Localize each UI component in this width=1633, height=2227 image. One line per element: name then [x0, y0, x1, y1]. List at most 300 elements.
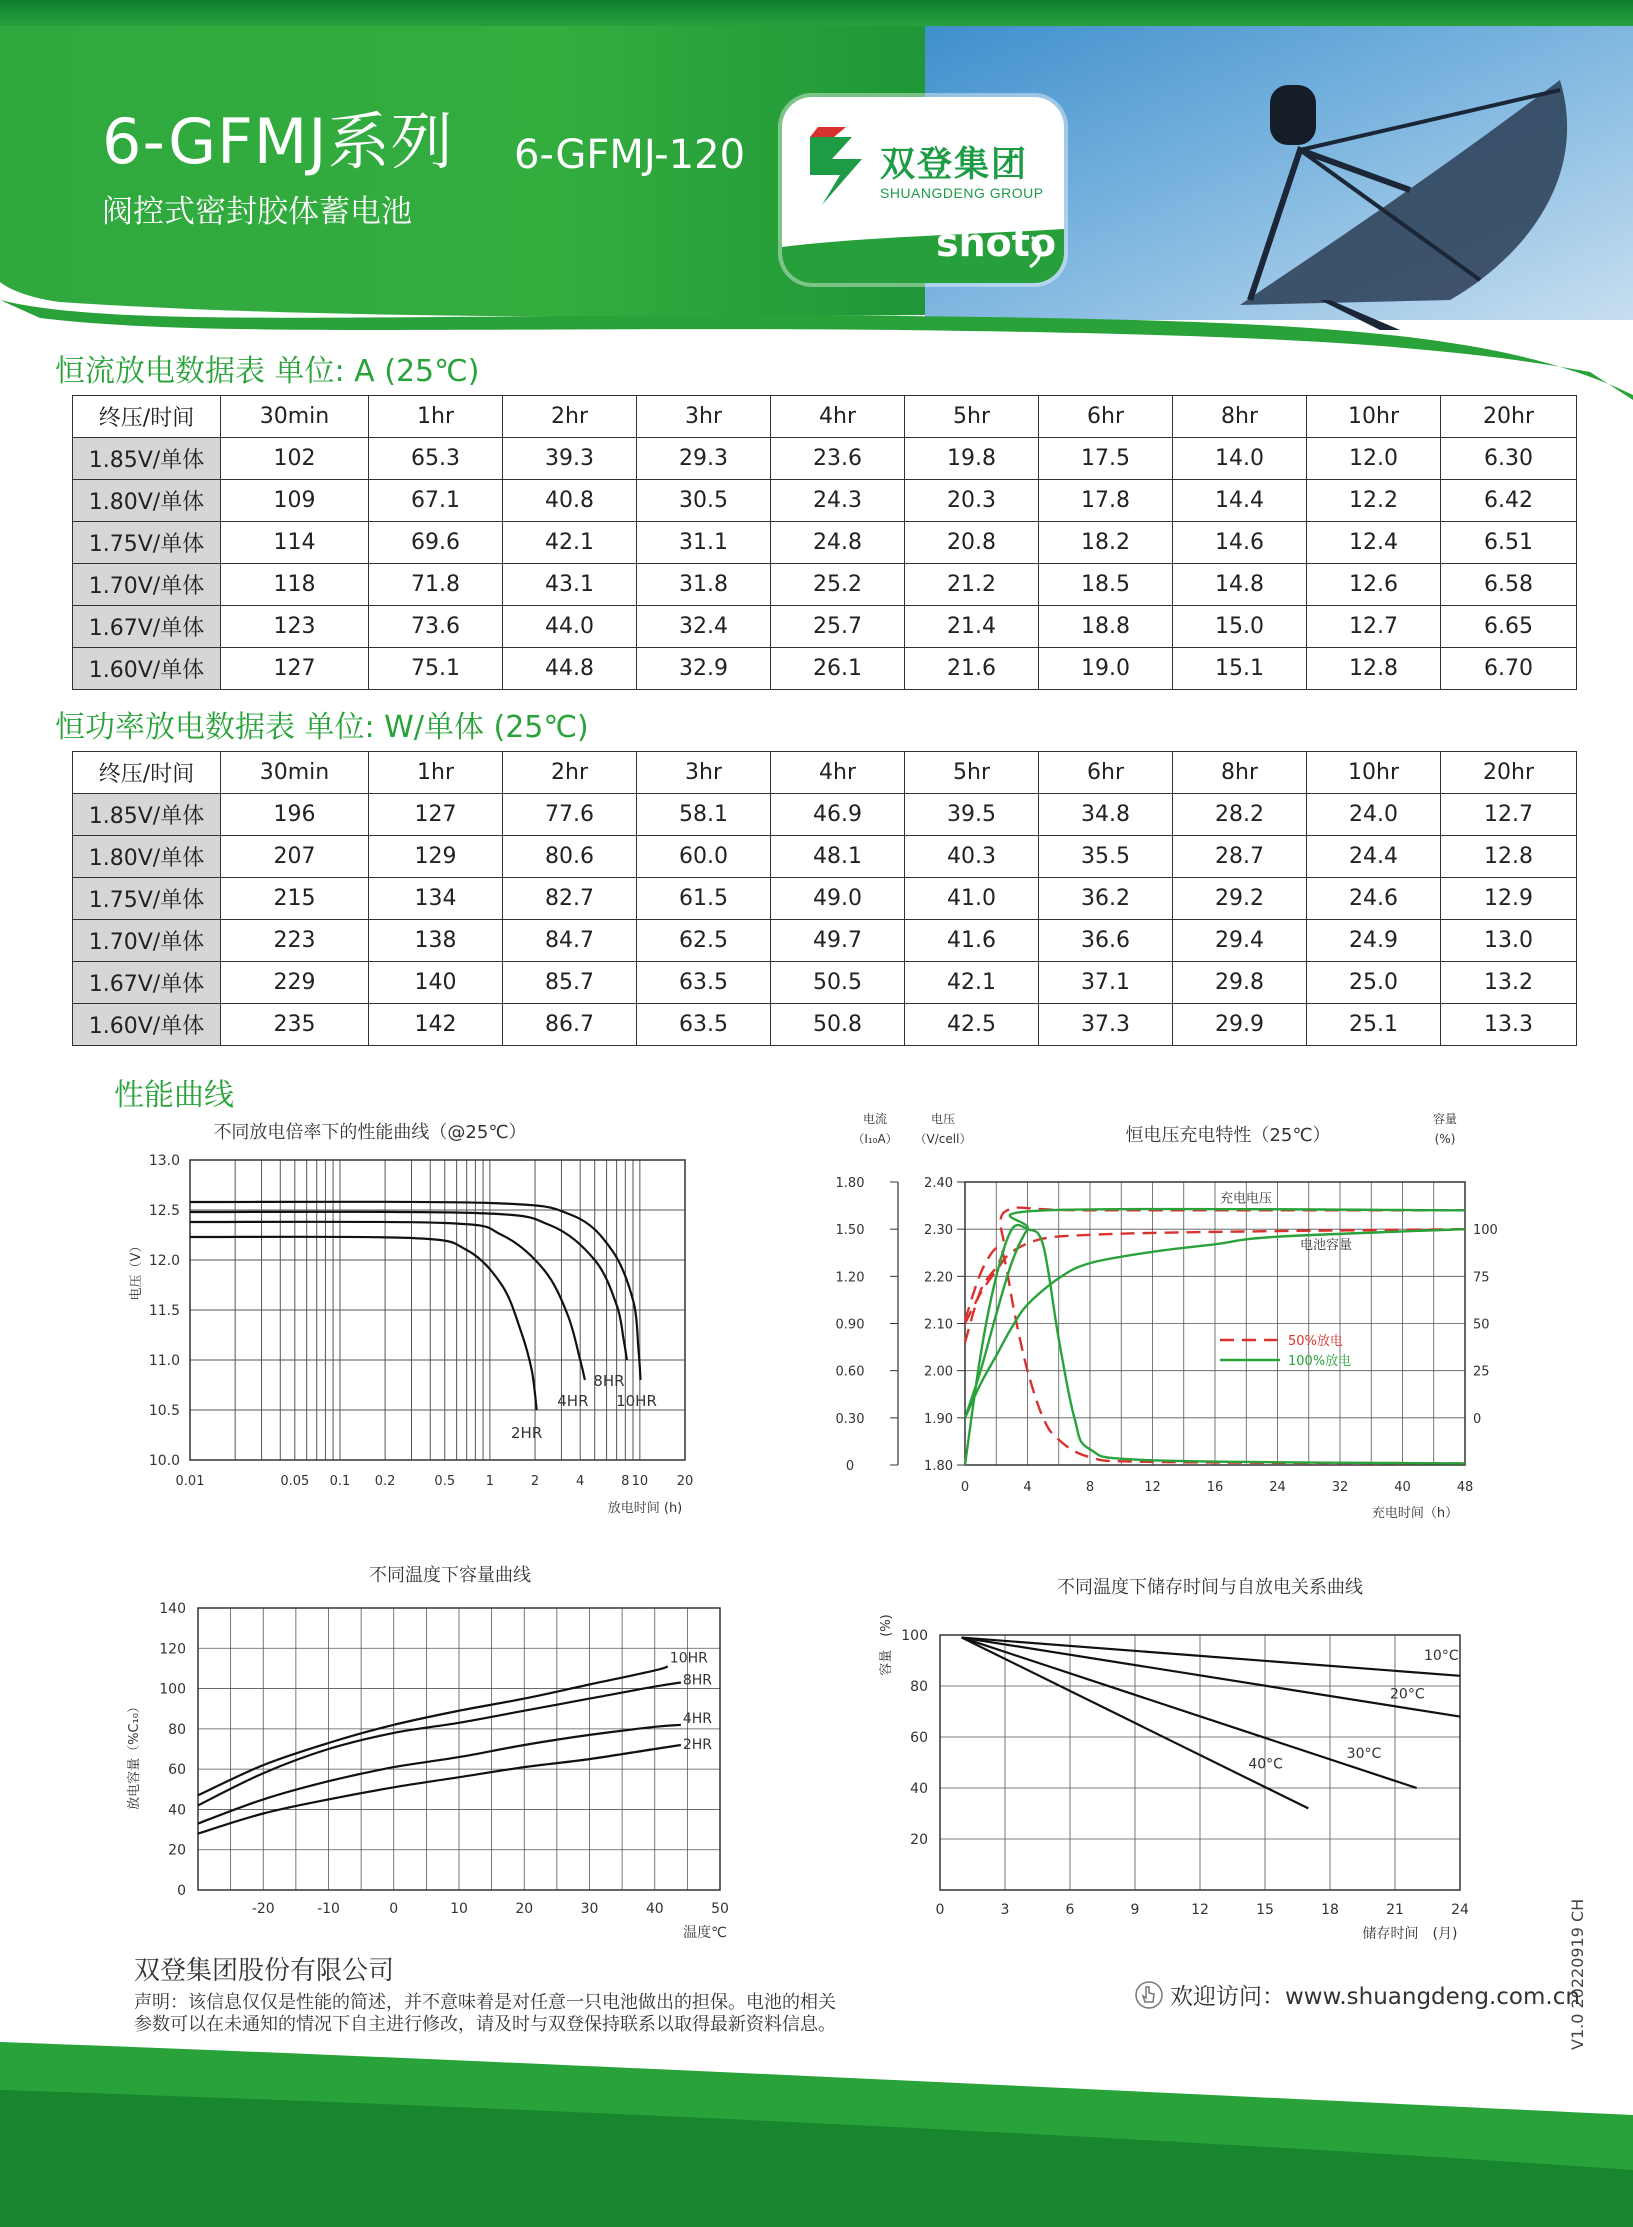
- table-cell: 215: [221, 878, 369, 920]
- table-cell: 25.0: [1307, 962, 1441, 1004]
- current-header-row: [73, 396, 1577, 438]
- table-cell: 6.42: [1441, 480, 1577, 522]
- x-tick-label: 48: [1456, 1480, 1474, 1495]
- table-cell: 58.1: [637, 794, 771, 836]
- series-label: 2HR: [682, 1736, 713, 1753]
- current-col-header: 4hr: [771, 396, 905, 438]
- chart-title: 不同温度下储存时间与自放电关系曲线: [1057, 1577, 1363, 1598]
- voltage-tick-label: 2.40: [924, 1176, 953, 1191]
- voltage-tick-label: 1.80: [924, 1459, 953, 1474]
- table-row: [73, 522, 1577, 564]
- disclaimer-line-2: 参数可以在未通知的情况下自主进行修改，请及时与双登保持联系以取得最新资料信息。: [134, 2014, 836, 2035]
- y-tick-label: 11.0: [148, 1353, 180, 1369]
- series-label: 10HR: [669, 1650, 708, 1667]
- table-cell: 86.7: [503, 1004, 637, 1046]
- table-row: [73, 606, 1577, 648]
- current-col-header: 3hr: [637, 396, 771, 438]
- disclaimer-line-1: 声明：该信息仅仅是性能的简述，并不意味着是对任意一只电池做出的担保。电池的相关: [134, 1992, 836, 2013]
- x-tick-label: 32: [1331, 1480, 1349, 1495]
- table-cell: 49.0: [771, 878, 905, 920]
- table-cell: 25.7: [771, 606, 905, 648]
- x-tick-label: 10: [450, 1901, 468, 1917]
- y-tick-label: 13.0: [148, 1153, 180, 1169]
- table-cell: 127: [369, 794, 503, 836]
- x-axis-label: 充电时间（h）: [1371, 1506, 1459, 1521]
- curves-section-title: 性能曲线: [114, 1078, 234, 1113]
- table-cell: 129: [369, 836, 503, 878]
- series-label: 4HR: [682, 1710, 713, 1727]
- table-cell: 18.5: [1039, 564, 1173, 606]
- table-cell: 12.8: [1441, 836, 1577, 878]
- table-cell: 28.7: [1173, 836, 1307, 878]
- table-cell: 24.3: [771, 480, 905, 522]
- y-tick-label: 12.0: [148, 1253, 180, 1269]
- table-cell: 63.5: [637, 962, 771, 1004]
- table-cell: 229: [221, 962, 369, 1004]
- y-tick-label: 20: [168, 1842, 186, 1859]
- table-cell: 12.4: [1307, 522, 1441, 564]
- series-label: 4HR: [557, 1392, 589, 1410]
- table-cell: 18.8: [1039, 606, 1173, 648]
- table-cell: 31.1: [637, 522, 771, 564]
- logo-name-cn: 双登集团: [880, 145, 1029, 185]
- row-header-cell: 1.85V/单体: [73, 438, 221, 480]
- series-label: 10°C: [1424, 1647, 1459, 1664]
- row-header-cell: 1.75V/单体: [73, 522, 221, 564]
- x-tick-label: 3: [1000, 1902, 1010, 1918]
- table-cell: 140: [369, 962, 503, 1004]
- x-tick-label: 4: [1023, 1480, 1032, 1495]
- series-label: 10HR: [616, 1392, 657, 1410]
- x-tick-label: 1: [485, 1474, 495, 1489]
- table-cell: 26.1: [771, 648, 905, 690]
- y-tick-label: 120: [159, 1641, 186, 1658]
- temperature-capacity-chart: [100, 1555, 740, 1955]
- table-cell: 35.5: [1039, 836, 1173, 878]
- table-cell: 118: [221, 564, 369, 606]
- logo-brand: shoto: [936, 221, 1057, 265]
- power-col-header: 20hr: [1441, 752, 1577, 794]
- row-header-cell: 1.80V/单体: [73, 480, 221, 522]
- chart-title: 不同放电倍率下的性能曲线（@25℃）: [213, 1122, 527, 1143]
- current-col-header: 30min: [221, 396, 369, 438]
- x-axis-label: 储存时间 (月): [1362, 1926, 1458, 1942]
- row-header-cell: 1.67V/单体: [73, 606, 221, 648]
- version-label: V1.0 20220919 CH: [1568, 1898, 1587, 2050]
- table-cell: 29.9: [1173, 1004, 1307, 1046]
- table-cell: 6.70: [1441, 648, 1577, 690]
- y-tick-label: 10.0: [148, 1453, 180, 1469]
- table-cell: 44.8: [503, 648, 637, 690]
- x-tick-label: 0: [935, 1902, 945, 1918]
- row-header-cell: 1.60V/单体: [73, 648, 221, 690]
- table-cell: 127: [221, 648, 369, 690]
- table-cell: 34.8: [1039, 794, 1173, 836]
- series-label: 2HR: [511, 1424, 543, 1442]
- table-cell: 17.8: [1039, 480, 1173, 522]
- table-cell: 73.6: [369, 606, 503, 648]
- x-tick-label: 50: [711, 1901, 729, 1917]
- y-tick-label: 20: [910, 1832, 928, 1848]
- table-cell: 20.3: [905, 480, 1039, 522]
- x-tick-label: 24: [1451, 1902, 1469, 1918]
- capacity-tick-label: 50: [1473, 1317, 1490, 1333]
- x-tick-label: -20: [251, 1901, 275, 1917]
- series-line: [190, 1222, 585, 1380]
- table-cell: 36.2: [1039, 878, 1173, 920]
- x-tick-label: 15: [1256, 1902, 1274, 1918]
- x-tick-label: 16: [1206, 1480, 1224, 1495]
- table-cell: 80.6: [503, 836, 637, 878]
- table-cell: 65.3: [369, 438, 503, 480]
- table-cell: 29.2: [1173, 878, 1307, 920]
- legend-label: 100%放电: [1288, 1354, 1352, 1369]
- x-axis-label: 温度℃: [683, 1925, 727, 1941]
- brand-logo: [782, 97, 1064, 283]
- table-cell: 21.6: [905, 648, 1039, 690]
- current-tick-label: 0.30: [835, 1411, 865, 1427]
- table-cell: 114: [221, 522, 369, 564]
- x-tick-label: 0.2: [374, 1474, 396, 1489]
- power-col-header: 2hr: [503, 752, 637, 794]
- table-cell: 29.4: [1173, 920, 1307, 962]
- series-line: [962, 1638, 1460, 1676]
- table-cell: 41.0: [905, 878, 1039, 920]
- legend-label: 50%放电: [1288, 1334, 1343, 1349]
- x-tick-label: 6: [1065, 1902, 1075, 1918]
- table-cell: 42.1: [503, 522, 637, 564]
- table-cell: 48.1: [771, 836, 905, 878]
- table-cell: 62.5: [637, 920, 771, 962]
- table-cell: 36.6: [1039, 920, 1173, 962]
- series-line: [962, 1638, 1460, 1717]
- x-tick-label: 24: [1269, 1480, 1286, 1495]
- voltage-axis-unit: （V/cell）: [914, 1132, 972, 1146]
- table-cell: 75.1: [369, 648, 503, 690]
- y-tick-label: 80: [168, 1721, 186, 1738]
- table-cell: 50.5: [771, 962, 905, 1004]
- row-header-cell: 1.60V/单体: [73, 1004, 221, 1046]
- table-cell: 24.4: [1307, 836, 1441, 878]
- table-cell: 40.8: [503, 480, 637, 522]
- row-header-cell: 1.80V/单体: [73, 836, 221, 878]
- y-tick-label: 60: [910, 1730, 928, 1746]
- table-cell: 61.5: [637, 878, 771, 920]
- y-tick-label: 11.5: [148, 1303, 180, 1319]
- x-tick-label: 18: [1321, 1902, 1339, 1918]
- current-col-header: 8hr: [1173, 396, 1307, 438]
- series-line: [198, 1745, 681, 1834]
- table-cell: 13.3: [1441, 1004, 1577, 1046]
- series-label: 8HR: [682, 1672, 713, 1689]
- y-tick-label: 100: [901, 1628, 928, 1644]
- table-row: [73, 564, 1577, 606]
- table-cell: 12.2: [1307, 480, 1441, 522]
- table-row: [73, 794, 1577, 836]
- table-cell: 28.2: [1173, 794, 1307, 836]
- table-row: [73, 836, 1577, 878]
- current-tick-label: 0.90: [835, 1317, 865, 1333]
- series-label: 8HR: [593, 1372, 625, 1390]
- current-col-header: 终压/时间: [73, 396, 221, 438]
- power-col-header: 5hr: [905, 752, 1039, 794]
- table-cell: 142: [369, 1004, 503, 1046]
- capacity-tick-label: 0: [1473, 1411, 1482, 1427]
- x-tick-label: 30: [580, 1901, 599, 1917]
- table-cell: 49.7: [771, 920, 905, 962]
- x-tick-label: 2: [530, 1474, 540, 1489]
- table-cell: 14.8: [1173, 564, 1307, 606]
- table-cell: 71.8: [369, 564, 503, 606]
- table-cell: 44.0: [503, 606, 637, 648]
- table-cell: 13.2: [1441, 962, 1577, 1004]
- power-col-header: 1hr: [369, 752, 503, 794]
- y-tick-label: 10.5: [148, 1403, 180, 1419]
- table-cell: 42.5: [905, 1004, 1039, 1046]
- table-cell: 17.5: [1039, 438, 1173, 480]
- table-row: [73, 962, 1577, 1004]
- x-tick-label: 21: [1386, 1902, 1404, 1918]
- table-cell: 24.6: [1307, 878, 1441, 920]
- table-cell: 14.0: [1173, 438, 1307, 480]
- table-row: [73, 480, 1577, 522]
- table-row: [73, 920, 1577, 962]
- current-table-title: 恒流放电数据表 单位: A (25℃): [55, 354, 480, 389]
- x-tick-label: 0.5: [434, 1474, 456, 1489]
- table-cell: 41.6: [905, 920, 1039, 962]
- y-tick-label: 12.5: [148, 1203, 180, 1219]
- x-tick-label: 20: [515, 1901, 534, 1917]
- table-cell: 196: [221, 794, 369, 836]
- series-label: 40°C: [1248, 1756, 1283, 1773]
- table-cell: 138: [369, 920, 503, 962]
- power-header-row: [73, 752, 1577, 794]
- table-cell: 12.6: [1307, 564, 1441, 606]
- current-col-header: 5hr: [905, 396, 1039, 438]
- y-axis-label: 放电容量（%C₁₀）: [127, 1700, 142, 1810]
- x-tick-label: 9: [1130, 1902, 1140, 1918]
- capacity-axis-label: 容量: [1432, 1112, 1458, 1126]
- table-cell: 85.7: [503, 962, 637, 1004]
- footer-band: [0, 2030, 1633, 2227]
- series-line: [190, 1237, 537, 1410]
- x-tick-label: 0: [389, 1901, 399, 1917]
- power-table-title: 恒功率放电数据表 单位: W/单体 (25℃): [55, 710, 589, 745]
- table-cell: 6.51: [1441, 522, 1577, 564]
- table-cell: 39.5: [905, 794, 1039, 836]
- table-cell: 46.9: [771, 794, 905, 836]
- table-cell: 12.9: [1441, 878, 1577, 920]
- series-line: [962, 1638, 1417, 1788]
- power-col-header: 4hr: [771, 752, 905, 794]
- current-tick-label: 1.20: [835, 1270, 865, 1286]
- current-col-header: 10hr: [1307, 396, 1441, 438]
- table-cell: 19.0: [1039, 648, 1173, 690]
- table-cell: 123: [221, 606, 369, 648]
- table-cell: 24.0: [1307, 794, 1441, 836]
- y-tick-label: 0: [177, 1883, 186, 1899]
- table-cell: 19.8: [905, 438, 1039, 480]
- table-cell: 235: [221, 1004, 369, 1046]
- current-tick-label: 1.80: [835, 1176, 865, 1191]
- capacity-tick-label: 25: [1473, 1364, 1490, 1380]
- y-tick-label: 40: [168, 1802, 186, 1819]
- row-header-cell: 1.70V/单体: [73, 564, 221, 606]
- power-col-header: 终压/时间: [73, 752, 221, 794]
- table-cell: 50.8: [771, 1004, 905, 1046]
- voltage-tick-label: 2.10: [924, 1317, 953, 1333]
- table-cell: 67.1: [369, 480, 503, 522]
- y-tick-label: 40: [910, 1781, 928, 1797]
- header-banner: [0, 0, 1633, 400]
- series-line: [198, 1683, 681, 1806]
- table-cell: 13.0: [1441, 920, 1577, 962]
- logo-name-en: SHUANGDENG GROUP: [880, 185, 1044, 201]
- series-line: [190, 1202, 641, 1380]
- table-cell: 223: [221, 920, 369, 962]
- table-cell: 102: [221, 438, 369, 480]
- x-tick-label: 0.05: [280, 1474, 310, 1489]
- x-tick-label: 10: [631, 1474, 649, 1489]
- table-cell: 30.5: [637, 480, 771, 522]
- model-number: 6-GFMJ-120: [514, 132, 746, 178]
- voltage-tick-label: 2.00: [924, 1364, 953, 1380]
- table-cell: 25.2: [771, 564, 905, 606]
- x-tick-label: -10: [317, 1901, 340, 1917]
- table-cell: 18.2: [1039, 522, 1173, 564]
- x-tick-label: 8: [1085, 1480, 1095, 1495]
- series-label: 30°C: [1346, 1746, 1382, 1762]
- table-row: [73, 1004, 1577, 1046]
- table-cell: 29.3: [637, 438, 771, 480]
- series-line: [198, 1666, 668, 1795]
- table-cell: 6.30: [1441, 438, 1577, 480]
- row-header-cell: 1.85V/单体: [73, 794, 221, 836]
- x-tick-label: 40: [645, 1901, 664, 1917]
- table-cell: 134: [369, 878, 503, 920]
- x-tick-label: 12: [1144, 1480, 1161, 1495]
- charging-characteristic-chart: [820, 1105, 1540, 1535]
- table-cell: 43.1: [503, 564, 637, 606]
- table-cell: 109: [221, 480, 369, 522]
- capacity-tick-label: 75: [1473, 1270, 1490, 1286]
- table-cell: 12.7: [1307, 606, 1441, 648]
- x-tick-label: 0.1: [329, 1474, 351, 1489]
- table-row: [73, 878, 1577, 920]
- capacity-axis-unit: (%): [1434, 1132, 1456, 1146]
- y-tick-label: 60: [168, 1762, 186, 1779]
- series-line: [198, 1725, 681, 1824]
- table-cell: 12.7: [1441, 794, 1577, 836]
- x-tick-label: 0.01: [175, 1474, 205, 1489]
- current-tick-label: 0: [845, 1459, 855, 1474]
- current-col-header: 6hr: [1039, 396, 1173, 438]
- table-cell: 12.0: [1307, 438, 1441, 480]
- table-cell: 6.58: [1441, 564, 1577, 606]
- voltage-tick-label: 2.30: [924, 1223, 953, 1239]
- current-tick-label: 0.60: [835, 1364, 865, 1380]
- table-cell: 60.0: [637, 836, 771, 878]
- chart-title: 恒电压充电特性（25℃）: [1125, 1125, 1331, 1146]
- discharge-rate-chart: [100, 1110, 720, 1530]
- website-link[interactable]: 欢迎访问：www.shuangdeng.com.cn: [1170, 1984, 1580, 2010]
- voltage-axis-label: 电压: [930, 1112, 956, 1126]
- table-cell: 39.3: [503, 438, 637, 480]
- table-cell: 20.8: [905, 522, 1039, 564]
- current-col-header: 1hr: [369, 396, 503, 438]
- table-cell: 24.9: [1307, 920, 1441, 962]
- y-axis-label: 容量 (%): [879, 1614, 894, 1676]
- table-cell: 69.6: [369, 522, 503, 564]
- row-header-cell: 1.70V/单体: [73, 920, 221, 962]
- table-cell: 12.8: [1307, 648, 1441, 690]
- table-cell: 21.2: [905, 564, 1039, 606]
- y-tick-label: 100: [159, 1681, 186, 1698]
- current-col-header: 20hr: [1441, 396, 1577, 438]
- table-cell: 37.3: [1039, 1004, 1173, 1046]
- capacity-tick-label: 100: [1473, 1223, 1498, 1239]
- table-cell: 14.6: [1173, 522, 1307, 564]
- table-cell: 31.8: [637, 564, 771, 606]
- table-cell: 23.6: [771, 438, 905, 480]
- table-row: [73, 648, 1577, 690]
- y-tick-label: 140: [159, 1601, 186, 1617]
- annotation-label: 充电电压: [1220, 1191, 1273, 1207]
- y-axis-label: 电压（V）: [129, 1239, 144, 1301]
- chart-title: 不同温度下容量曲线: [369, 1565, 531, 1586]
- voltage-tick-label: 2.20: [924, 1270, 953, 1286]
- table-cell: 37.1: [1039, 962, 1173, 1004]
- table-cell: 77.6: [503, 794, 637, 836]
- table-cell: 84.7: [503, 920, 637, 962]
- annotation-label: 电池容量: [1300, 1238, 1353, 1254]
- x-tick-label: 12: [1191, 1902, 1209, 1918]
- table-cell: 32.9: [637, 648, 771, 690]
- power-col-header: 30min: [221, 752, 369, 794]
- table-cell: 29.8: [1173, 962, 1307, 1004]
- current-axis-unit: （I₁₀A）: [852, 1132, 898, 1146]
- table-cell: 32.4: [637, 606, 771, 648]
- x-tick-label: 8: [621, 1474, 630, 1489]
- company-name: 双登集团股份有限公司: [134, 1956, 395, 1986]
- power-col-header: 3hr: [637, 752, 771, 794]
- x-tick-label: 40: [1394, 1480, 1411, 1495]
- table-cell: 6.65: [1441, 606, 1577, 648]
- table-cell: 24.8: [771, 522, 905, 564]
- x-axis-label: 放电时间 (h): [607, 1501, 683, 1516]
- table-cell: 21.4: [905, 606, 1039, 648]
- self-discharge-chart: [860, 1565, 1520, 1955]
- power-col-header: 8hr: [1173, 752, 1307, 794]
- x-tick-label: 0: [960, 1480, 970, 1495]
- table-cell: 14.4: [1173, 480, 1307, 522]
- table-cell: 207: [221, 836, 369, 878]
- constant-power-table: [72, 751, 1577, 1046]
- series-label: 20°C: [1390, 1686, 1425, 1703]
- current-axis-label: 电流: [862, 1112, 888, 1126]
- constant-current-table: [72, 395, 1577, 690]
- table-cell: 15.1: [1173, 648, 1307, 690]
- row-header-cell: 1.67V/单体: [73, 962, 221, 1004]
- table-cell: 82.7: [503, 878, 637, 920]
- series-subtitle: 阀控式密封胶体蓄电池: [102, 194, 412, 230]
- voltage-tick-label: 1.90: [924, 1411, 953, 1427]
- power-col-header: 6hr: [1039, 752, 1173, 794]
- x-tick-label: 4: [576, 1474, 585, 1489]
- power-col-header: 10hr: [1307, 752, 1441, 794]
- row-header-cell: 1.75V/单体: [73, 878, 221, 920]
- table-cell: 42.1: [905, 962, 1039, 1004]
